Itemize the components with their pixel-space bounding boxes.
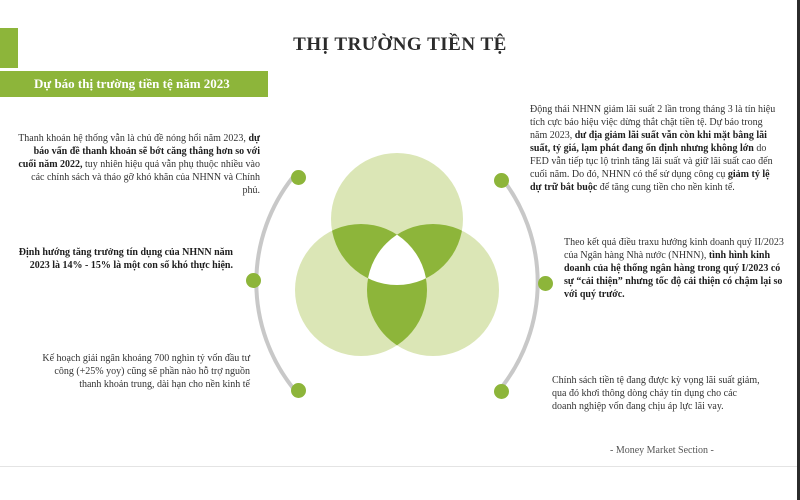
- left-text-2: [14, 246, 233, 272]
- text-segment: Kế hoạch giải ngân khoảng 700 nghìn tỷ vốn đầu tư công (+25% yoy) cũng sẽ phần nào hỗ trợ nguồn thanh khoản trung, dài hạn cho nền kinh tế: [42, 353, 250, 390]
- page-title: THỊ TRƯỜNG TIỀN TỆ: [293, 34, 507, 55]
- right-text-2: [564, 236, 786, 301]
- bottom-divider: [0, 466, 800, 467]
- connector-dot-left-2: [246, 273, 261, 288]
- text-segment: Theo kết quả điều traxu hướng kinh doanh quý II/2023 của Ngân hàng Nhà nước (NHNN),: [564, 237, 784, 261]
- left-arc: [256, 177, 293, 388]
- connector-dot-right-2: [538, 276, 553, 291]
- text-segment: giảm tỷ lệ dự trữ bắt buộc: [530, 169, 770, 193]
- text-segment: tình hình kinh doanh của hệ thống ngân hàng trong quý I/2023 có sự “cải thiện” nhưng tốc độ cải thiện có chậm lại so với quý trước.: [564, 250, 783, 300]
- text-segment: dự báo vấn đề thanh khoản sẽ bớt căng thẳng hơn so với cuối năm 2022,: [18, 133, 260, 170]
- footer-label: - Money Market Section -: [610, 445, 714, 456]
- connector-dot-right-1: [494, 173, 509, 188]
- text-segment: dư địa giảm lãi suất vẫn còn khi mặt bằng lãi suất, tỷ giá, lạm phát đang ổn định nhưng không lớn: [530, 130, 767, 154]
- overlap-left-right: [367, 224, 499, 356]
- venn-circle-right: [367, 224, 499, 356]
- text-segment: Động thái NHNN giảm lãi suất 2 lần trong tháng 3 là tín hiệu tích cực báo hiệu việc dừng thắt chặt tiền tệ. Dự báo trong năm 2023,: [530, 104, 776, 141]
- text-segment: Chính sách tiền tệ đang được kỳ vọng lãi suất giảm, qua đó khơi thông dòng chảy tín dụng cho các doanh nghiệp vốn đang chịu áp lực lãi vay.: [552, 375, 760, 412]
- venn-circle-left: [295, 224, 427, 356]
- connector-dot-left-1: [291, 170, 306, 185]
- right-text-3: [552, 374, 762, 413]
- right-text-1: [530, 103, 780, 194]
- text-segment: Thanh khoản hệ thống vẫn là chủ đề nóng hổi năm 2023,: [18, 133, 249, 144]
- connector-dot-left-3: [291, 383, 306, 398]
- text-segment: tuy nhiên hiệu quả vẫn phụ thuộc nhiều vào các chính sách và tháo gỡ khó khăn của NHNN và Chính phủ.: [31, 159, 260, 196]
- section-subtitle: Dự báo thị trường tiền tệ năm 2023: [0, 71, 268, 97]
- overlap-top-left: [295, 224, 427, 356]
- text-segment: Định hướng tăng trưởng tín dụng của NHNN năm 2023 là 14% - 15% là một con số khó thực hiện.: [18, 247, 233, 271]
- venn-circle-top: [331, 153, 463, 285]
- left-text-3: [40, 352, 250, 391]
- overlap-top-right: [367, 224, 499, 356]
- overlap-center: [367, 224, 499, 356]
- right-arc: [501, 177, 538, 388]
- connector-dot-right-3: [494, 384, 509, 399]
- text-segment: để tăng cung tiền cho nền kinh tế.: [597, 182, 735, 193]
- text-segment: do FED vẫn tiếp tục lộ trình tăng lãi suất và giữ lãi suất cao đến cuối năm. Do đó, NHNN có thể sử dụng công cụ: [530, 143, 773, 180]
- left-text-1: [14, 132, 260, 197]
